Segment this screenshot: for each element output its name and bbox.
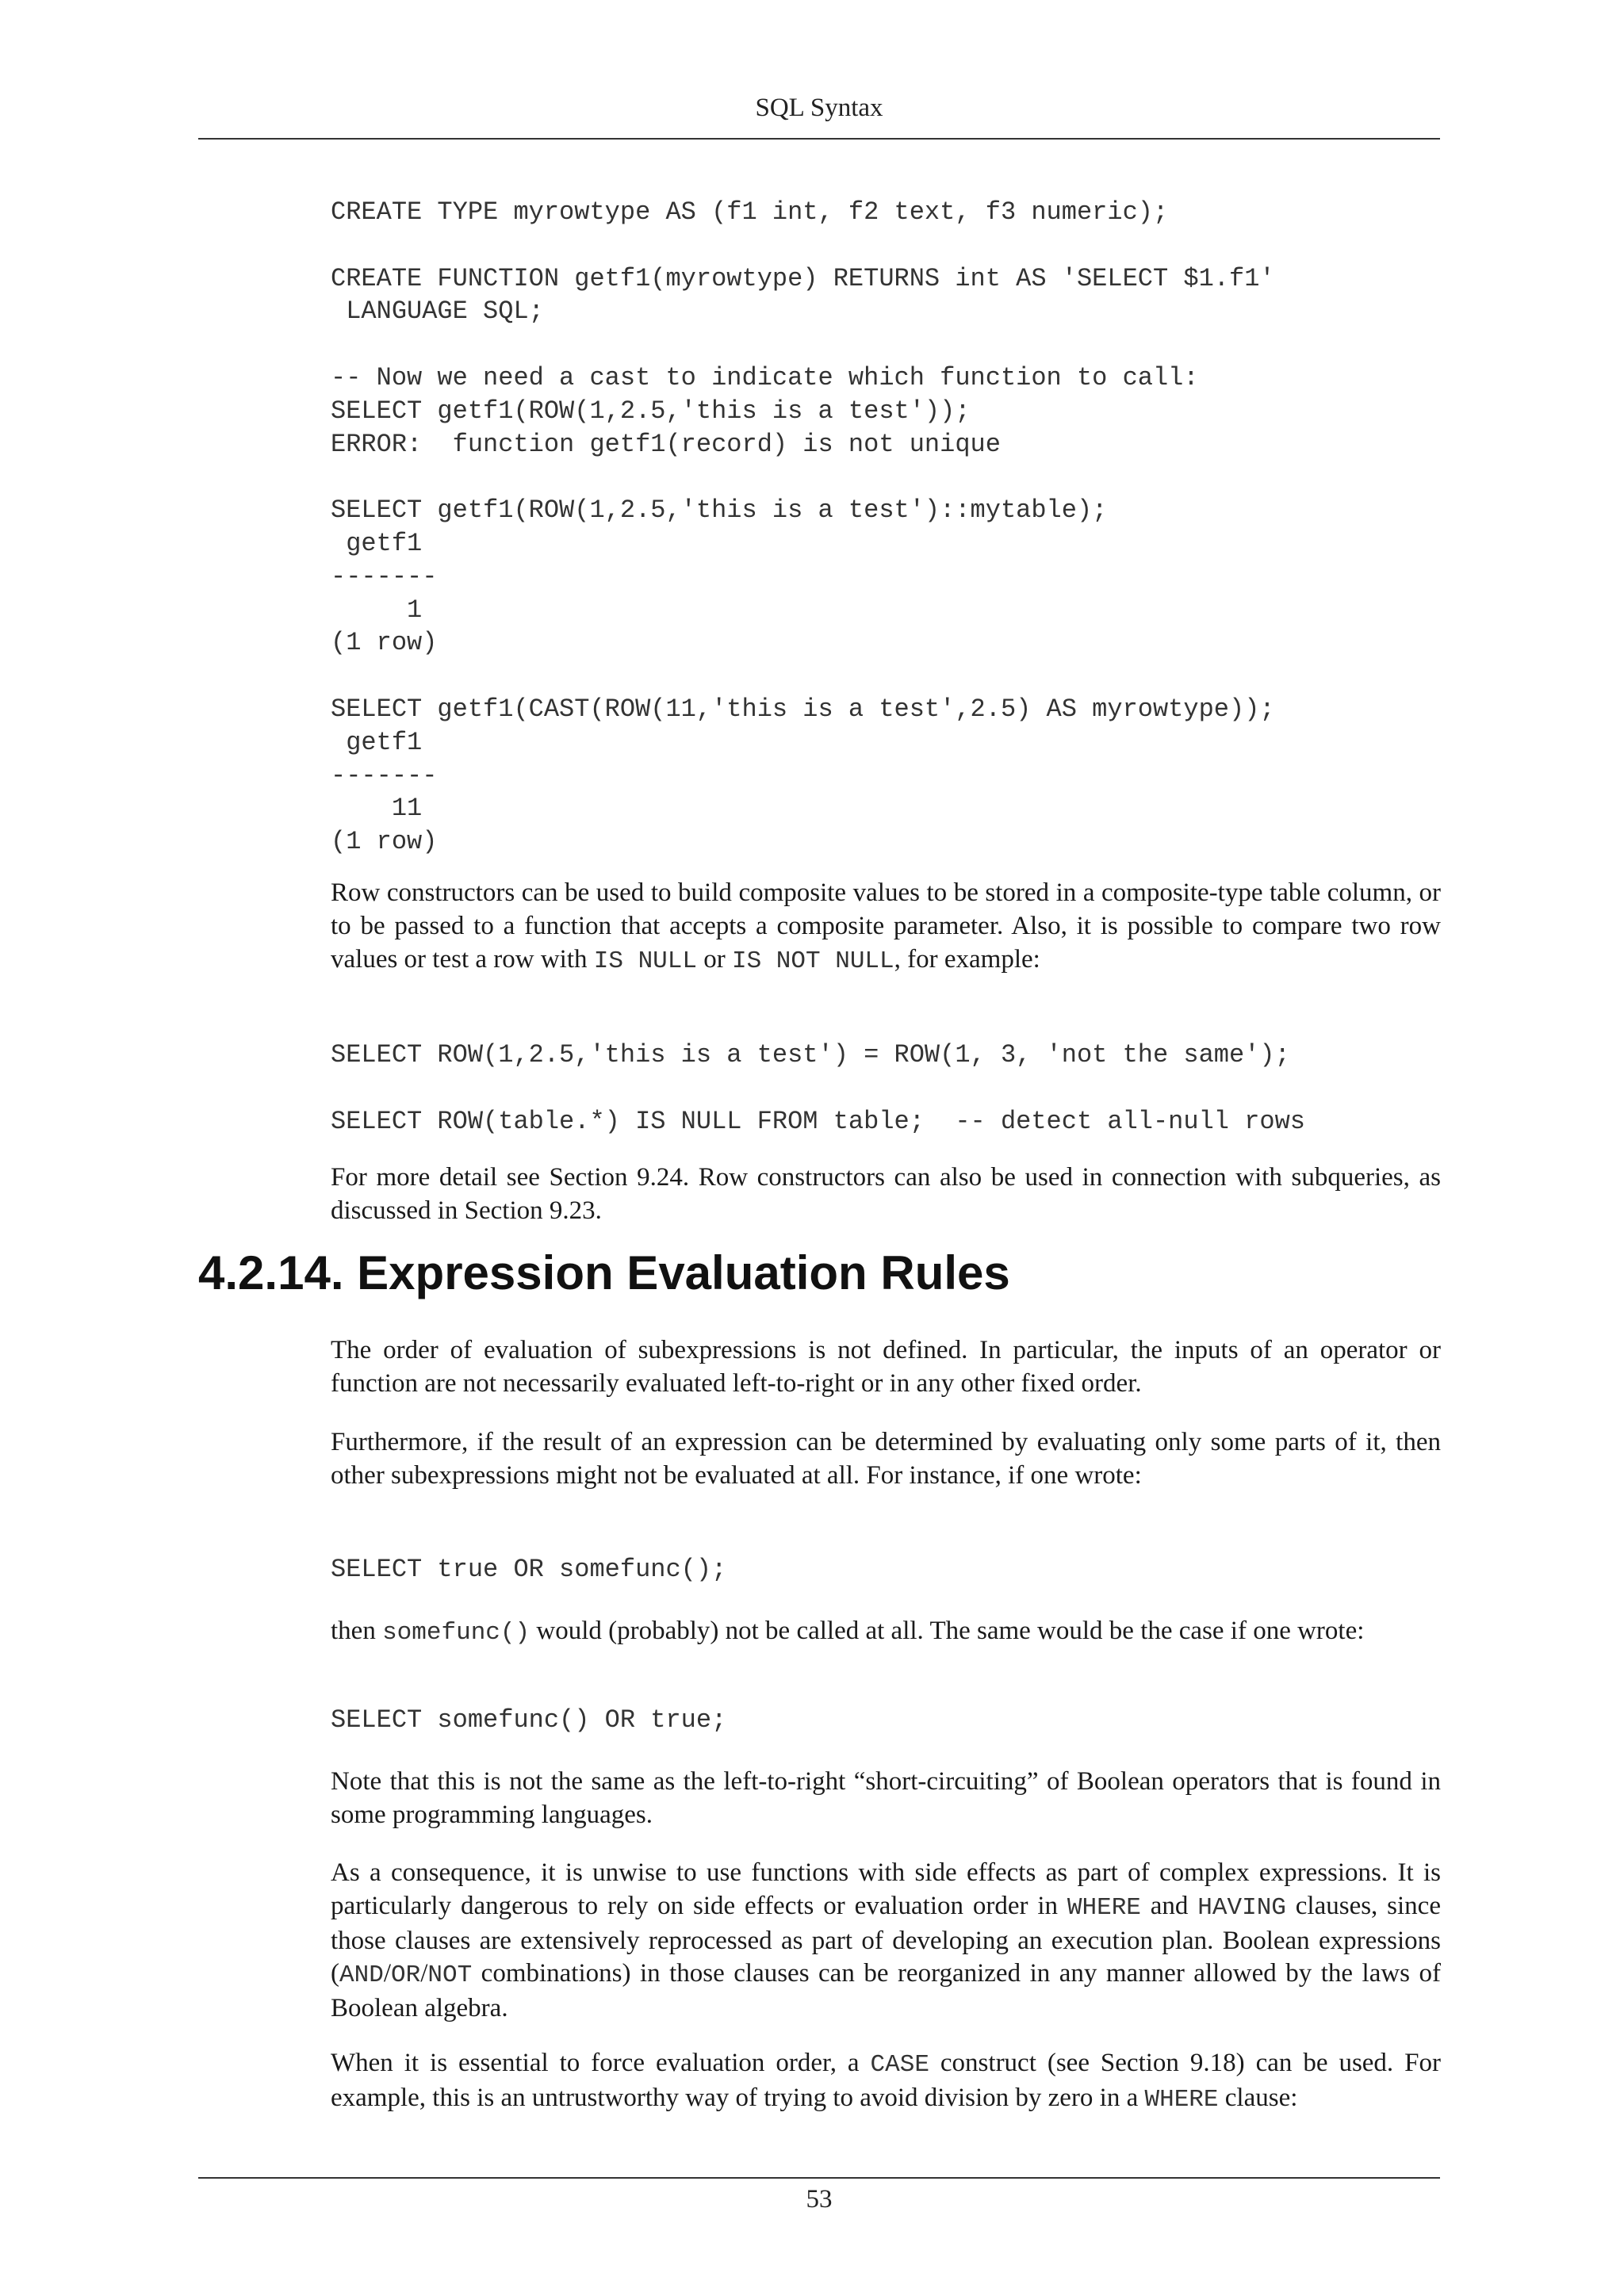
code-block-or-example-2: SELECT somefunc() OR true; bbox=[331, 1705, 727, 1735]
text-run: As a consequence, it is unwise to use functions with side effects as part of complex expressions. It is particularly dangerous to rely on side effects or evaluation order in bbox=[331, 1858, 1441, 1920]
inline-code: OR bbox=[390, 1961, 421, 1990]
header-rule bbox=[198, 138, 1440, 140]
running-header: SQL Syntax bbox=[755, 94, 883, 122]
section-heading: 4.2.14. Expression Evaluation Rules bbox=[198, 1246, 1010, 1299]
paragraph-order-undefined: The order of evaluation of subexpressions is not defined. In particular, the inputs of an operator or function are not necessarily evaluated left-to-right or in any other fixed order. bbox=[331, 1336, 1441, 1398]
text-run: , for example: bbox=[894, 944, 1040, 974]
text-run: clauses, since those clauses are extensively reprocessed as part of developing an execution plan. Boolean expressions ( bbox=[331, 1891, 1441, 1988]
inline-code: WHERE bbox=[1144, 2085, 1219, 2114]
inline-code: IS NULL bbox=[593, 947, 697, 975]
text-run: then bbox=[331, 1617, 383, 1645]
text-run: / bbox=[383, 1959, 391, 1988]
text-run: construct (see Section 9.18) can be used. For example, this is an untrustworthy way of trying to avoid division by zero in a bbox=[331, 2049, 1441, 2112]
inline-code: AND bbox=[339, 1961, 384, 1990]
paragraph-more-detail: For more detail see Section 9.24. Row constructors can also be used in connection with subqueries, as discussed in Section 9.23. bbox=[331, 1163, 1441, 1225]
paragraph-consequence bbox=[331, 1857, 1441, 2026]
inline-code: somefunc() bbox=[382, 1619, 530, 1647]
text-run: or bbox=[697, 944, 732, 974]
text-run: When it is essential to force evaluation order, a bbox=[331, 2049, 871, 2077]
inline-code: NOT bbox=[427, 1961, 473, 1990]
inline-code: CASE bbox=[870, 2051, 929, 2079]
inline-code: WHERE bbox=[1067, 1893, 1141, 1922]
paragraph-row-constructors-use bbox=[331, 877, 1441, 978]
text-run: / bbox=[420, 1959, 428, 1988]
text-run: combinations) in those clauses can be reorganized in any manner allowed by the laws of Boolean algebra. bbox=[331, 1959, 1441, 2023]
code-block-or-example-1: SELECT true OR somefunc(); bbox=[331, 1555, 727, 1584]
paragraph-force-order bbox=[331, 2047, 1441, 2117]
paragraph-then-somefunc bbox=[331, 1615, 1441, 1650]
inline-code: HAVING bbox=[1197, 1893, 1286, 1922]
page-number: 53 bbox=[806, 2185, 833, 2214]
paragraph-short-circuit: Note that this is not the same as the left-to-right “short-circuiting” of Boolean operators that is found in some programming languages. bbox=[331, 1767, 1441, 1829]
footer-rule bbox=[198, 2177, 1440, 2179]
code-block-row-compare: SELECT ROW(1,2.5,'this is a test') = ROW(1, 3, 'not the same'); SELECT ROW(table.*) IS NULL FROM table; -- detect all-null rows bbox=[331, 1040, 1305, 1136]
text-run: would (probably) not be called at all. The same would be the case if one wrote: bbox=[530, 1617, 1365, 1645]
text-run: and bbox=[1140, 1891, 1198, 1920]
inline-code: IS NOT NULL bbox=[732, 947, 894, 975]
text-run: clause: bbox=[1218, 2083, 1298, 2112]
paragraph-furthermore: Furthermore, if the result of an expression can be determined by evaluating only some parts of it, then other subexpressions might not be evaluated at all. For instance, if one wrote: bbox=[331, 1428, 1441, 1490]
text-run: Row constructors can be used to build composite values to be stored in a composite-type table column, or to be passed to a function that accepts a composite parameter. Also, it is possible to compare two row values or test a row with bbox=[331, 878, 1441, 974]
code-block-row-cast: CREATE TYPE myrowtype AS (f1 int, f2 text, f3 numeric); CREATE FUNCTION getf1(myrowtype) RETURNS int AS 'SELECT $1.f1' LANGUAGE SQL; -- Now we need a cast to indicate which function to call: SELECT getf1(ROW(1,2.5,'this is a test')); ERROR: function getf1(record) is not unique SELECT getf1(ROW(1,2.5,'this is a test')::mytable); getf1 ------- 1 (1 row) SELECT getf1(CAST(ROW(11,'this is a test',2.5) AS myrowtype)); getf1 ------- 11 (1 row) bbox=[331, 197, 1275, 857]
